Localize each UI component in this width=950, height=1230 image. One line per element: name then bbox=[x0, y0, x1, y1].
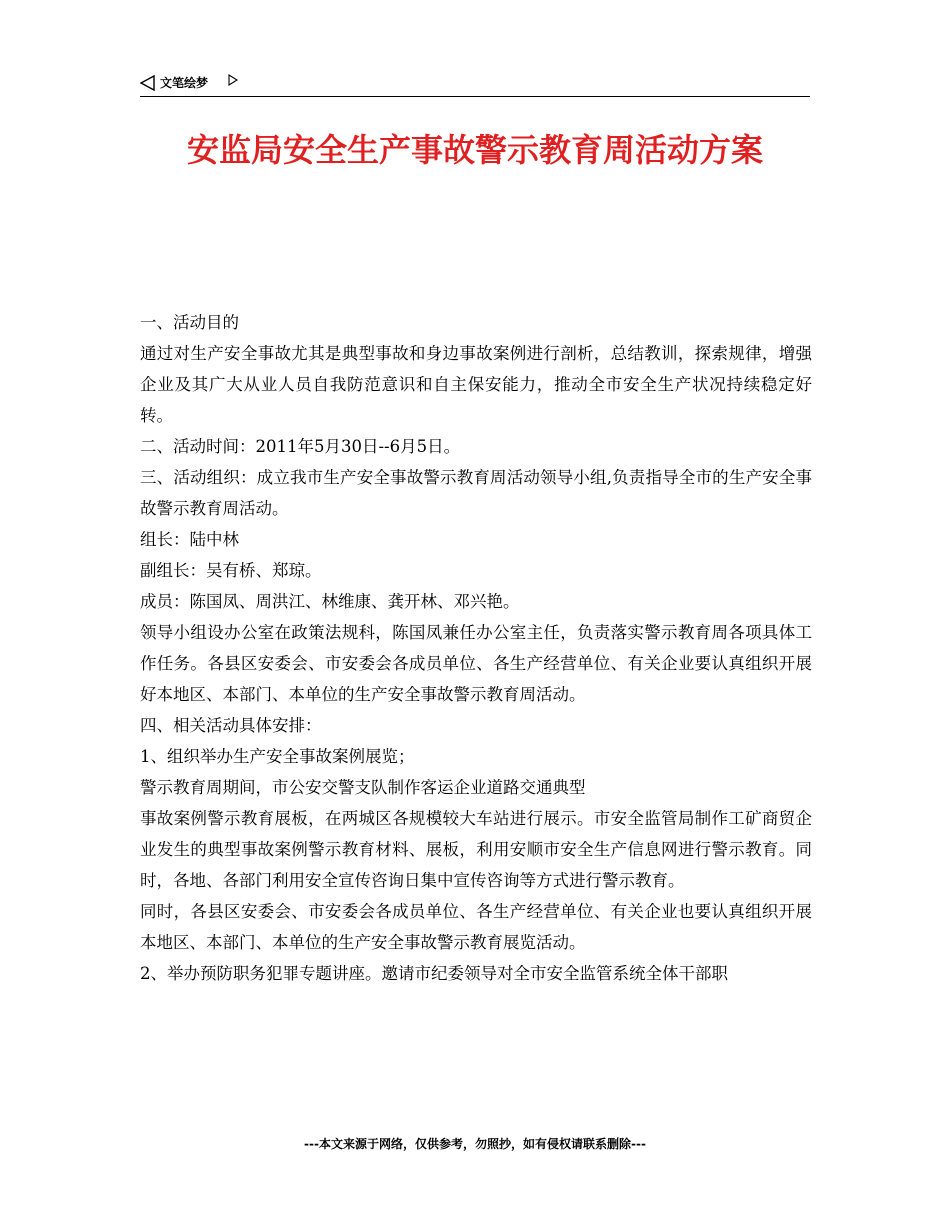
page-header bbox=[140, 70, 810, 97]
paragraph: 三、活动组织：成立我市生产安全事故警示教育周活动领导小组,负责指导全市的生产安全事故警示教育周活动。 bbox=[140, 468, 812, 518]
paragraph: 领导小组设办公室在政策法规科，陈国凤兼任办公室主任，负责落实警示教育周各项具体工作任务。各县区安委会、市安委会各成员单位、各生产经营单位、有关企业要认真组织开展好本地区、本部门、本单位的生产安全事故警示教育周活动。 bbox=[140, 623, 812, 704]
paragraph: 组长：陆中林 bbox=[140, 530, 239, 549]
paragraph: 1、组织举办生产安全事故案例展览； bbox=[140, 747, 415, 766]
paragraph: 二、活动时间：2011年5月30日--6月5日。 bbox=[140, 437, 461, 456]
page-footer: ---本文来源于网络，仅供参考，勿照抄，如有侵权请联系删除--- bbox=[304, 1137, 646, 1151]
triangle-left-icon bbox=[140, 75, 156, 91]
paragraph: 副组长：吴有桥、郑琼。 bbox=[140, 561, 322, 580]
paragraph: 一、活动目的 bbox=[140, 313, 239, 332]
triangle-right-icon bbox=[228, 74, 238, 86]
paragraph: 警示教育周期间，市公安交警支队制作客运企业道路交通典型 bbox=[140, 778, 586, 797]
paragraph: 同时，各县区安委会、市安委会各成员单位、各生产经营单位、有关企业也要认真组织开展本地区、本部门、本单位的生产安全事故警示教育展览活动。 bbox=[140, 902, 812, 952]
paragraph: 四、相关活动具体安排： bbox=[140, 716, 322, 735]
paragraph: 2、举办预防职务犯罪专题讲座。邀请市纪委领导对全市安全监管系统全体干部职 bbox=[140, 964, 728, 983]
paragraph: 通过对生产安全事故尤其是典型事故和身边事故案例进行剖析，总结教训，探索规律，增强企业及其广大从业人员自我防范意识和自主保安能力，推动全市安全生产状况持续稳定好转。 bbox=[140, 344, 812, 425]
header-text: 文笔绘梦 bbox=[160, 76, 209, 90]
paragraph: 成员：陈国凤、周洪江、林维康、龚开林、邓兴艳。 bbox=[140, 592, 520, 611]
paragraph: 事故案例警示教育展板，在两城区各规模较大车站进行展示。市安全监管局制作工矿商贸企业发生的典型事故案例警示教育材料、展板，利用安顺市安全生产信息网进行警示教育。同时，各地、各部门利用安全宣传咨询日集中宣传咨询等方式进行警示教育。 bbox=[140, 809, 812, 890]
document-body bbox=[140, 307, 812, 989]
document-title: 安监局安全生产事故警示教育周活动方案 bbox=[186, 131, 763, 169]
